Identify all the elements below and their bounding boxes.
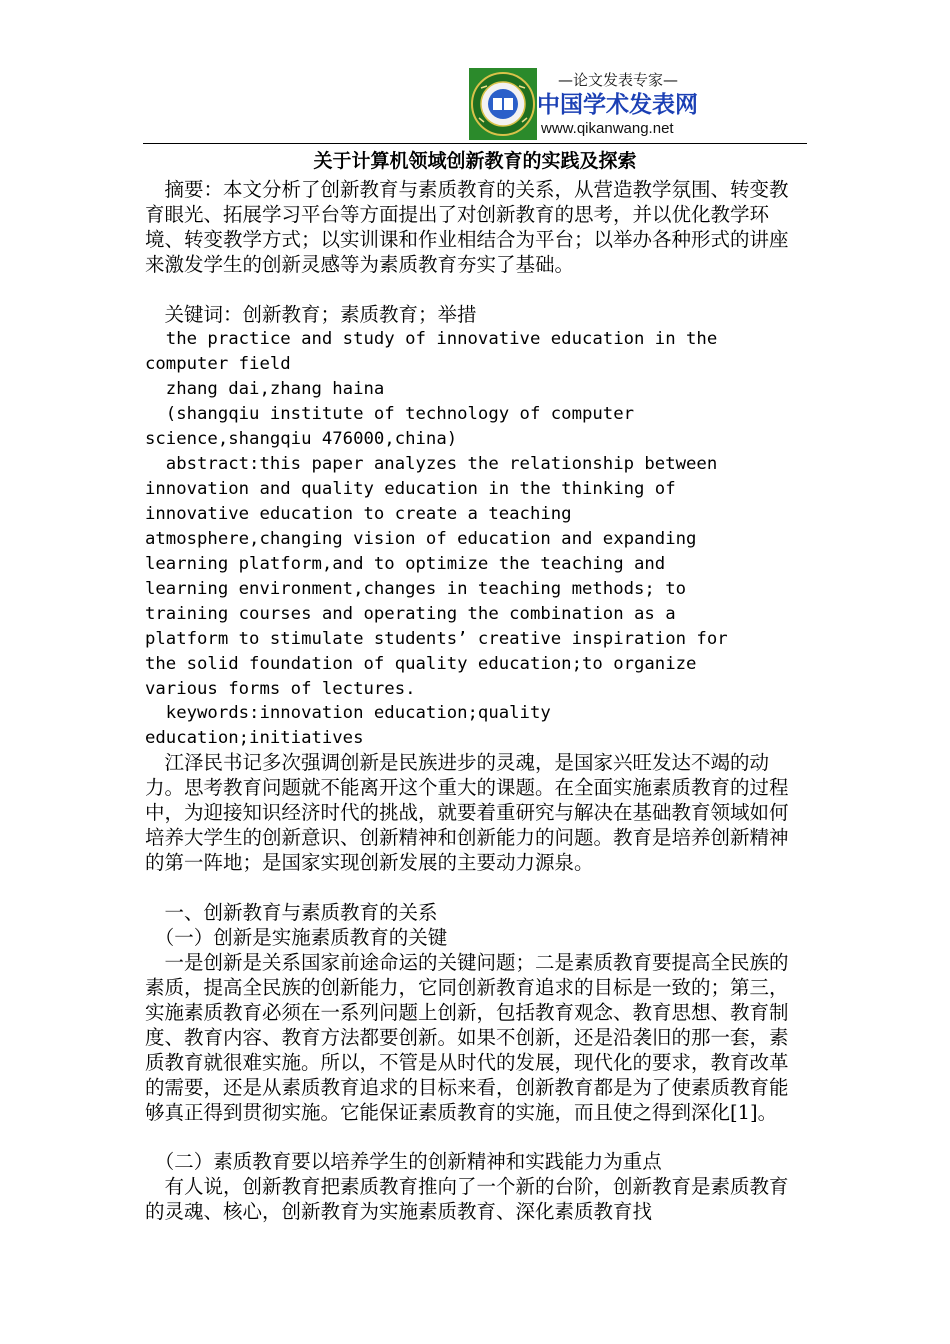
header-divider	[143, 143, 807, 144]
affiliation-en: (shangqiu institute of technology of computer science,shangqiu 476000,china)	[145, 404, 634, 449]
logo-site-name: 中国学术发表网	[537, 92, 698, 118]
document-title: 关于计算机领域创新教育的实践及探索	[313, 150, 637, 172]
site-logo[interactable]	[469, 68, 697, 140]
logo-tagline: —论文发表专家—	[557, 71, 678, 89]
abstract-en: abstract:this paper analyzes the relationship between innovation and quality education in the thinking of innovative education to create a teaching atmosphere,changing vision of education and expanding learning platform,and to optimize the teaching and learning environment,changes in teaching methods; to training courses and operating the combination as a platform to stimulate students’ creative inspiration for the solid foundation of quality education;to organize various forms of lectures.	[145, 454, 728, 699]
keywords-cn: 关键词：创新教育；素质教育；举措	[145, 303, 477, 326]
title-en: the practice and study of innovative education in the computer field	[145, 329, 718, 374]
abstract-cn: 摘要：本文分析了创新教育与素质教育的关系，从营造教学氛围、转变教育眼光、拓展学习平台等方面提出了对创新教育的思考，并以优化教学环境、转变教学方式；以实训课和作业相结合为平台；以举办各种形式的讲座来激发学生的创新灵感等为素质教育夯实了基础。	[145, 178, 789, 276]
logo-url[interactable]: www.qikanwang.net	[541, 120, 674, 137]
subsection-heading-1: （一）创新是实施素质教育的关键	[145, 926, 448, 949]
subsection-heading-2: （二）素质教育要以培养学生的创新精神和实践能力为重点	[145, 1150, 662, 1173]
section-heading-1: 一、创新教育与素质教育的关系	[145, 901, 438, 924]
subsection-2-paragraph: 有人说，创新教育把素质教育推向了一个新的台阶，创新教育是素质教育的灵魂、核心，创新教育为实施素质教育、深化素质教育找	[145, 1175, 789, 1223]
keywords-en: keywords:innovation education;quality education;initiatives	[145, 703, 551, 748]
intro-paragraph: 江泽民书记多次强调创新是民族进步的灵魂，是国家兴旺发达不竭的动力。思考教育问题就不能离开这个重大的课题。在全面实施素质教育的过程中，为迎接知识经济时代的挑战，就要着重研究与解决在基础教育领域如何培养大学生的创新意识、创新精神和创新能力的问题。教育是培养创新精神的第一阵地；是国家实现创新发展的主要动力源泉。	[145, 751, 789, 874]
authors-en: zhang dai,zhang haina	[145, 379, 385, 399]
seal-emblem-icon	[469, 68, 537, 140]
subsection-1-paragraph: 一是创新是关系国家前途命运的关键问题；二是素质教育要提高全民族的素质，提高全民族的创新能力，它同创新教育追求的目标是一致的；第三，实施素质教育必须在一系列问题上创新，包括教育观念、教育思想、教育制度、教育内容、教育方法都要创新。如果不创新，还是沿袭旧的那一套，素质教育就很难实施。所以，不管是从时代的发展，现代化的要求，教育改革的需要，还是从素质教育追求的目标来看，创新教育都是为了使素质教育能够真正得到贯彻实施。它能保证素质教育的实施，而且使之得到深化[1]。	[145, 951, 789, 1124]
